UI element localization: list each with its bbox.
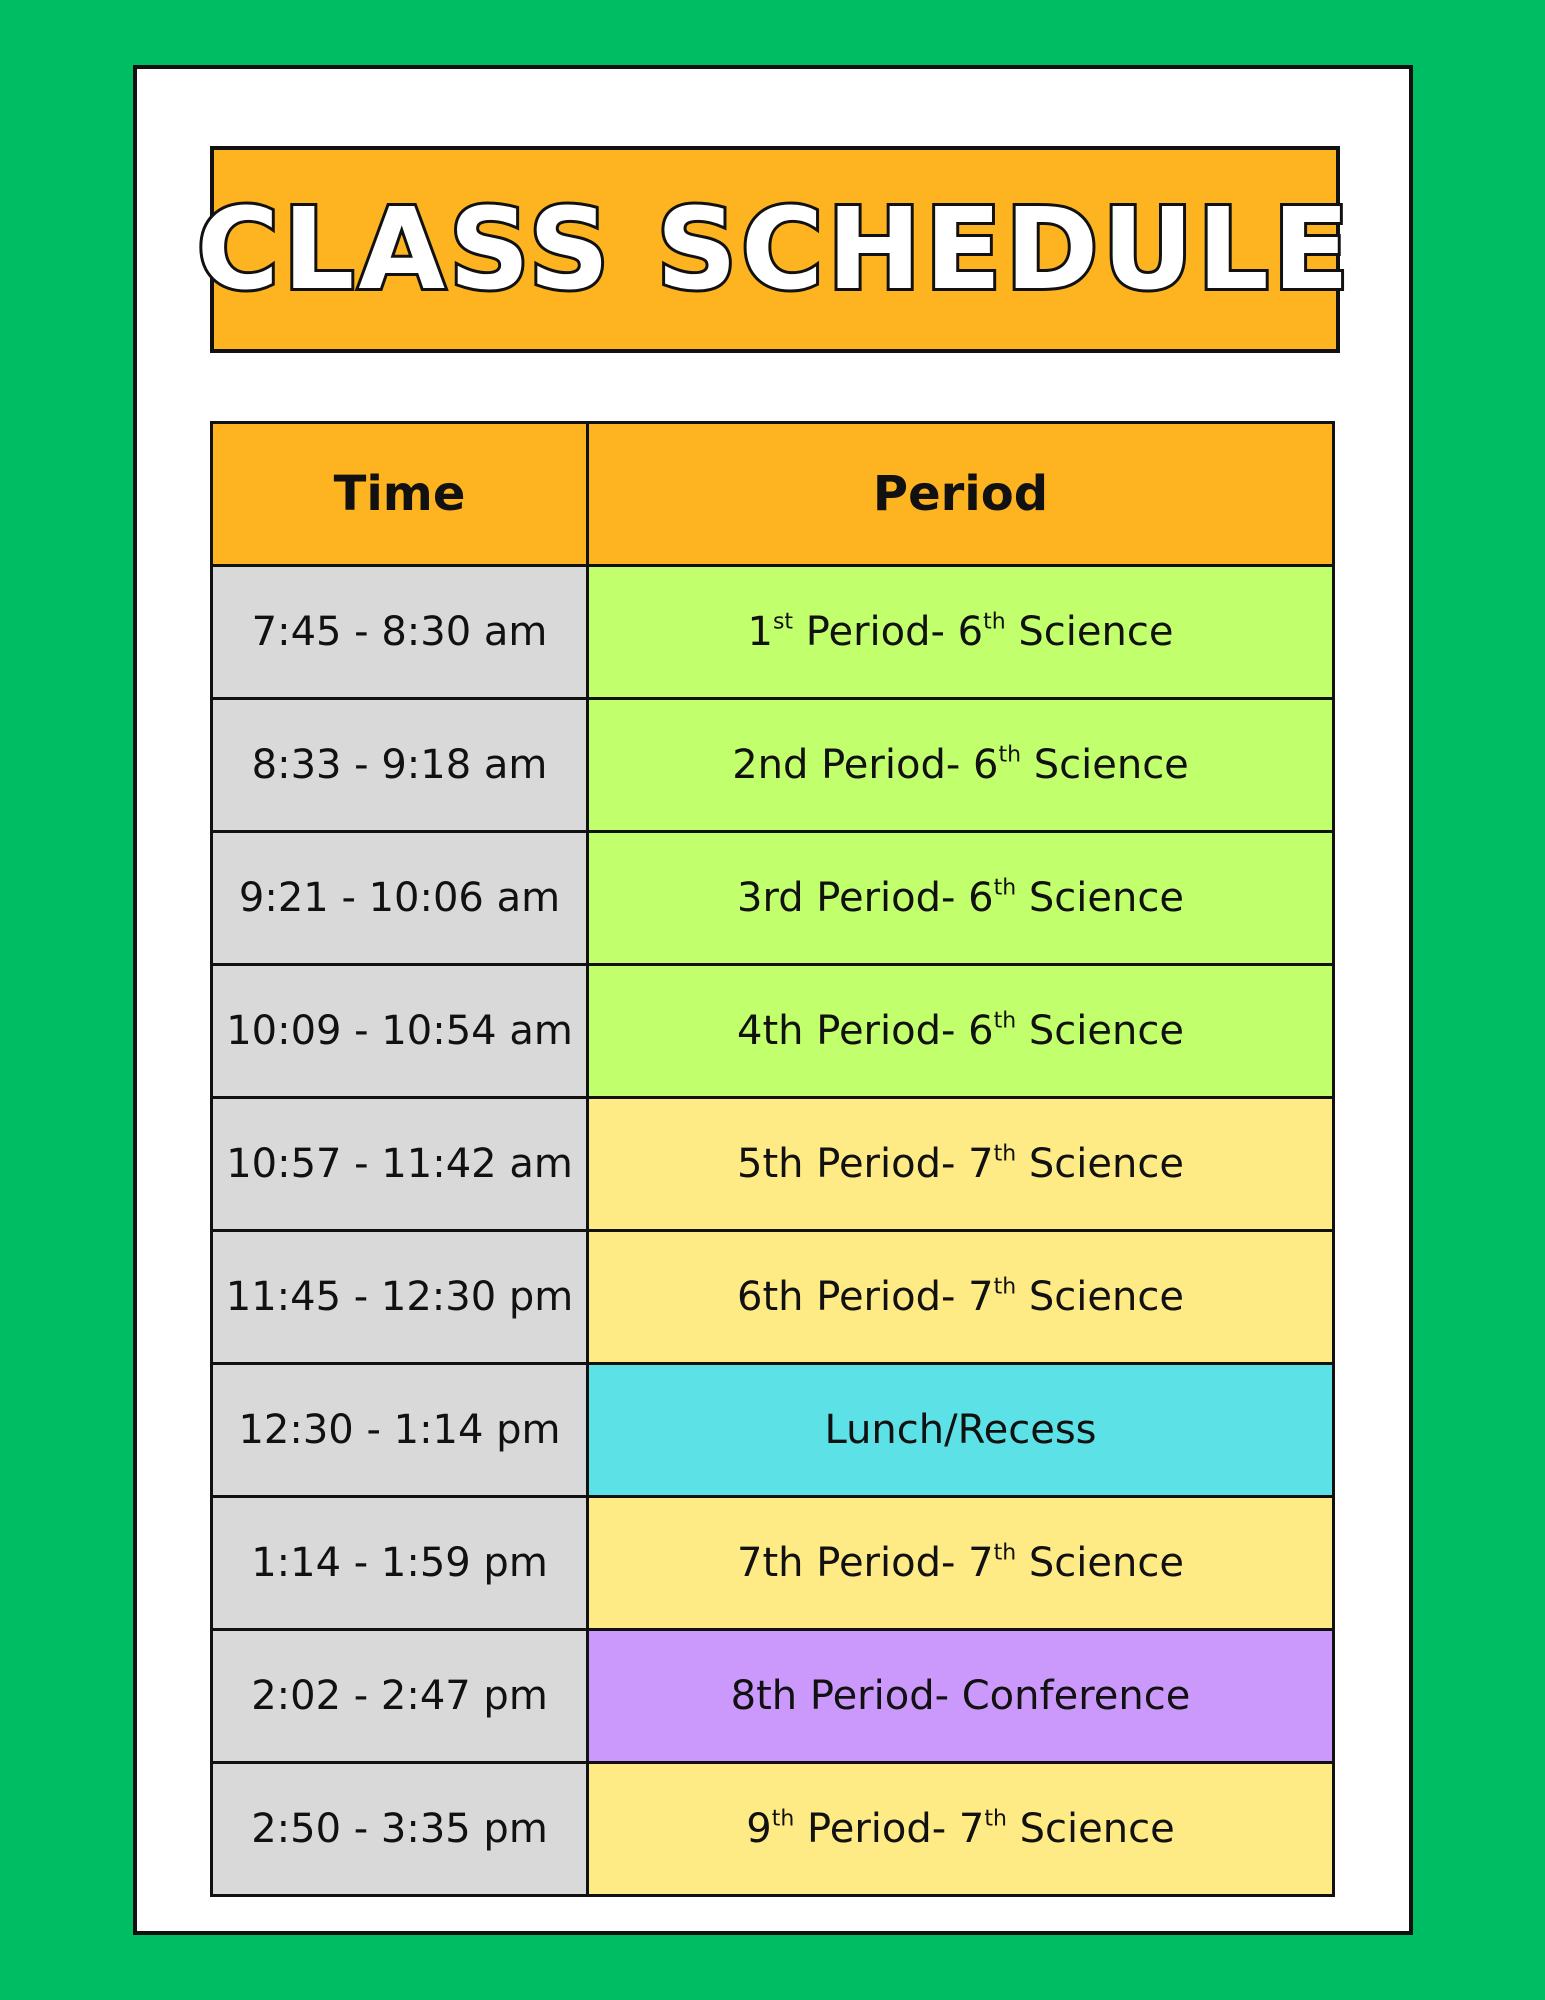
period-cell bbox=[588, 1364, 1334, 1497]
table-row bbox=[212, 1231, 1334, 1364]
time-cell: 9:21 - 10:06 am bbox=[212, 832, 588, 965]
time-cell: 8:33 - 9:18 am bbox=[212, 699, 588, 832]
table-row bbox=[212, 1763, 1334, 1896]
period-column-header: Period bbox=[588, 423, 1334, 566]
time-cell: 1:14 - 1:59 pm bbox=[212, 1497, 588, 1630]
time-cell: 2:02 - 2:47 pm bbox=[212, 1630, 588, 1763]
period-text: Science bbox=[1006, 1806, 1175, 1852]
schedule-table bbox=[210, 421, 1335, 1897]
ordinal-suffix: th bbox=[771, 1806, 795, 1832]
page-title: CLASS SCHEDULE bbox=[196, 184, 1354, 315]
time-cell: 7:45 - 8:30 am bbox=[212, 566, 588, 699]
table-row bbox=[212, 1098, 1334, 1231]
period-text: Period- 6 bbox=[793, 609, 984, 655]
time-cell: 10:57 - 11:42 am bbox=[212, 1098, 588, 1231]
period-text: 2nd Period- 6 bbox=[732, 742, 999, 788]
period-text: 6th Period- 7 bbox=[737, 1274, 994, 1320]
period-cell bbox=[588, 1763, 1334, 1896]
period-text: 3rd Period- 6 bbox=[737, 875, 994, 921]
period-text: 9 bbox=[746, 1806, 772, 1852]
ordinal-suffix: th bbox=[993, 1141, 1017, 1167]
period-text: 4th Period- 6 bbox=[737, 1008, 994, 1054]
ordinal-suffix: th bbox=[998, 742, 1022, 768]
header-row bbox=[212, 423, 1334, 566]
table-row bbox=[212, 1497, 1334, 1630]
period-cell bbox=[588, 699, 1334, 832]
ordinal-suffix: th bbox=[993, 1540, 1017, 1566]
period-text: 8th Period- Conference bbox=[730, 1673, 1191, 1719]
period-text: Science bbox=[1021, 742, 1189, 788]
period-cell bbox=[588, 1497, 1334, 1630]
time-column-header: Time bbox=[212, 423, 588, 566]
ordinal-suffix: st bbox=[772, 609, 794, 635]
period-text: Science bbox=[1005, 609, 1174, 655]
period-cell bbox=[588, 1098, 1334, 1231]
period-text: 1 bbox=[747, 609, 773, 655]
period-text: Lunch/Recess bbox=[824, 1407, 1097, 1453]
ordinal-suffix: th bbox=[993, 875, 1017, 901]
ordinal-suffix: th bbox=[984, 1806, 1007, 1832]
table-row bbox=[212, 699, 1334, 832]
period-text: Science bbox=[1016, 1274, 1184, 1320]
table-row bbox=[212, 832, 1334, 965]
period-text: Period- 7 bbox=[794, 1806, 985, 1852]
title-banner bbox=[196, 146, 1354, 353]
period-text: Science bbox=[1016, 1540, 1184, 1586]
table-row bbox=[212, 566, 1334, 699]
period-text: Science bbox=[1016, 1141, 1184, 1187]
table-row bbox=[212, 1364, 1334, 1497]
table-row bbox=[212, 965, 1334, 1098]
period-text: 7th Period- 7 bbox=[737, 1540, 994, 1586]
period-text: 5th Period- 7 bbox=[737, 1141, 994, 1187]
period-cell bbox=[588, 832, 1334, 965]
schedule-sheet bbox=[133, 65, 1413, 1935]
time-cell: 10:09 - 10:54 am bbox=[212, 965, 588, 1098]
period-text: Science bbox=[1016, 1008, 1184, 1054]
period-cell bbox=[588, 566, 1334, 699]
time-cell: 11:45 - 12:30 pm bbox=[212, 1231, 588, 1364]
ordinal-suffix: th bbox=[993, 1008, 1017, 1034]
time-cell: 2:50 - 3:35 pm bbox=[212, 1763, 588, 1896]
period-cell bbox=[588, 965, 1334, 1098]
time-cell: 12:30 - 1:14 pm bbox=[212, 1364, 588, 1497]
table-row bbox=[212, 1630, 1334, 1763]
period-cell bbox=[588, 1630, 1334, 1763]
schedule-body bbox=[212, 566, 1334, 1896]
ordinal-suffix: th bbox=[983, 609, 1006, 635]
period-cell bbox=[588, 1231, 1334, 1364]
period-text: Science bbox=[1016, 875, 1184, 921]
ordinal-suffix: th bbox=[993, 1274, 1017, 1300]
